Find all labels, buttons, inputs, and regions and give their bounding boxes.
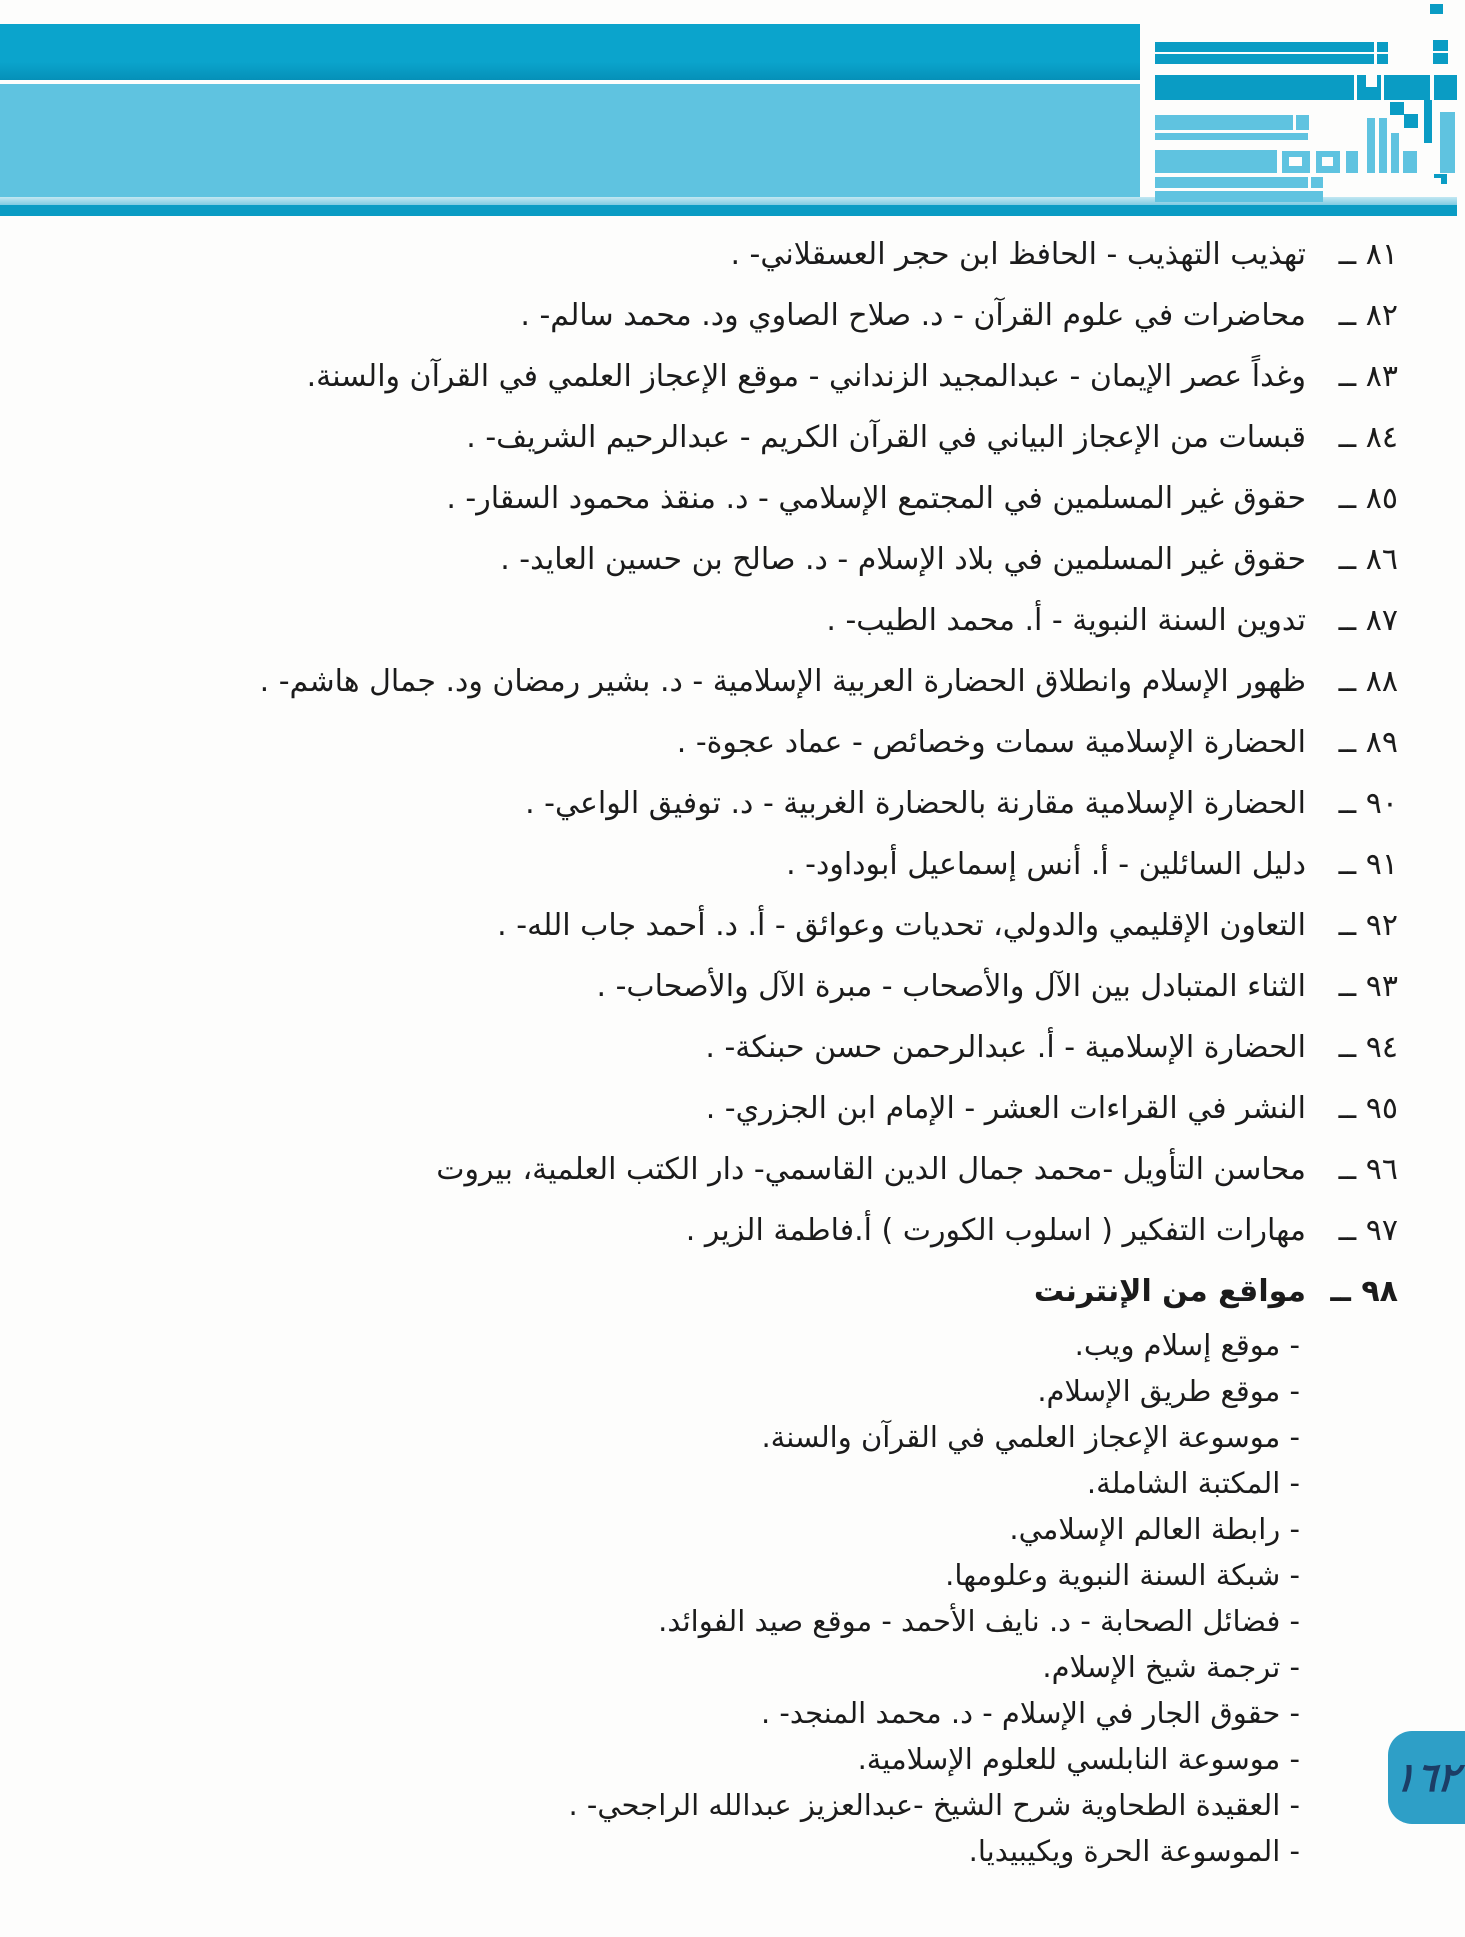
reference-item [30, 346, 1398, 407]
reference-number: ٩٧ ــ [1338, 1213, 1398, 1248]
logo-bar [1155, 177, 1308, 188]
reference-item [30, 895, 1398, 956]
reference-item [30, 1017, 1398, 1078]
reference-item [30, 590, 1398, 651]
logo-bar [1391, 133, 1399, 173]
reference-text: محاسن التأويل -محمد جمال الدين القاسمي- دار الكتب العلمية، بيروت [436, 1152, 1306, 1187]
reference-text: الحضارة الإسلامية - أ. عبدالرحمن حسن حبنكة- . [705, 1030, 1306, 1065]
reference-text: مواقع من الإنترنت [1033, 1274, 1306, 1309]
reference-number: ٨١ ــ [1338, 237, 1398, 272]
logo-bar [1155, 133, 1308, 140]
reference-text: حقوق غير المسلمين في بلاد الإسلام - د. صالح بن حسين العايد- . [500, 542, 1306, 577]
reference-item [30, 773, 1398, 834]
logo-cut [1381, 75, 1384, 100]
reference-number: ٨٤ ــ [1338, 420, 1398, 455]
website-item: - فضائل الصحابة - د. نايف الأحمد - موقع صيد الفوائد. [658, 1604, 1300, 1638]
logo-cut [1430, 75, 1434, 100]
logo-bar [1440, 112, 1455, 173]
header-bottom-strip [0, 205, 1457, 216]
page-number-tab [1388, 1731, 1465, 1824]
reference-number: ٨٦ ــ [1338, 542, 1398, 577]
logo-bar [1155, 191, 1323, 202]
page-number: ١٦٢ [1391, 1754, 1462, 1801]
reference-number: ٩٣ ــ [1338, 969, 1398, 1004]
reference-text: قبسات من الإعجاز البياني في القرآن الكريم - عبدالرحيم الشريف- . [466, 420, 1306, 455]
logo-cut [1374, 42, 1377, 64]
logo-bar [1430, 4, 1443, 14]
logo-bar [1367, 118, 1375, 173]
reference-item [30, 285, 1398, 346]
reference-item [30, 468, 1398, 529]
logo-bar [1155, 150, 1277, 173]
website-item: - المكتبة الشاملة. [1086, 1466, 1300, 1500]
reference-number: ٨٩ ــ [1338, 725, 1398, 760]
reference-text: التعاون الإقليمي والدولي، تحديات وعوائق - أ. د. أحمد جاب الله- . [497, 908, 1306, 943]
website-item: - ترجمة شيخ الإسلام. [1042, 1650, 1300, 1684]
website-item: - شبكة السنة النبوية وعلومها. [945, 1558, 1300, 1592]
logo-bar [1346, 151, 1358, 173]
logo-bar [1155, 75, 1457, 100]
logo-bar [1311, 177, 1323, 188]
reference-text: تهذيب التهذيب - الحافظ ابن حجر العسقلاني- . [730, 237, 1306, 272]
logo-cut [1289, 157, 1302, 166]
logo-cut [1354, 75, 1357, 100]
reference-number: ٩٨ ــ [1330, 1274, 1398, 1309]
reference-number: ٩١ ــ [1338, 847, 1398, 882]
reference-text: الحضارة الإسلامية مقارنة بالحضارة الغربية - د. توفيق الواعي- . [525, 786, 1306, 821]
website-item: - الموسوعة الحرة ويكيبيديا. [968, 1834, 1300, 1868]
reference-item [30, 529, 1398, 590]
logo-hamza-mark [1441, 178, 1447, 184]
reference-number: ٨٧ ــ [1338, 603, 1398, 638]
website-item: - موقع إسلام ويب. [1074, 1328, 1300, 1362]
website-item: - موسوعة الإعجاز العلمي في القرآن والسنة. [761, 1420, 1300, 1454]
logo-bar [1296, 115, 1309, 130]
website-item: - رابطة العالم الإسلامي. [1009, 1512, 1300, 1546]
reference-item [30, 224, 1398, 285]
logo-cut [1433, 51, 1448, 53]
reference-item [30, 712, 1398, 773]
logo-cut [1155, 52, 1388, 54]
reference-text: حقوق غير المسلمين في المجتمع الإسلامي - د. منقذ محمود السقار- . [446, 481, 1306, 516]
reference-text: الحضارة الإسلامية سمات وخصائص - عماد عجوة- . [676, 725, 1306, 760]
reference-text: ظهور الإسلام وانطلاق الحضارة العربية الإسلامية - د. بشير رمضان ود. جمال هاشم- . [259, 664, 1306, 699]
reference-text: دليل السائلين - أ. أنس إسماعيل أبوداود- . [786, 847, 1306, 882]
logo-bar [1379, 118, 1387, 173]
reference-text: الثناء المتبادل بين الآل والأصحاب - مبرة الآل والأصحاب- . [596, 969, 1306, 1004]
website-list [30, 1322, 1398, 1874]
logo-bar [1424, 100, 1432, 143]
reference-number: ٩٢ ــ [1338, 908, 1398, 943]
reference-text: محاضرات في علوم القرآن - د. صلاح الصاوي ود. محمد سالم- . [520, 298, 1306, 333]
reference-number: ٨٥ ــ [1338, 481, 1398, 516]
reference-item [30, 1139, 1398, 1200]
reference-number: ٨٢ ــ [1338, 298, 1398, 333]
reference-item [30, 834, 1398, 895]
references-list [0, 224, 1465, 1874]
website-item: - موقع طريق الإسلام. [1037, 1374, 1300, 1408]
reference-number: ٨٨ ــ [1338, 664, 1398, 699]
reference-number: ٩٥ ــ [1338, 1091, 1398, 1126]
reference-number: ٩٤ ــ [1338, 1030, 1398, 1065]
website-item: - موسوعة النابلسي للعلوم الإسلامية. [857, 1742, 1300, 1776]
logo-cut [1366, 75, 1377, 87]
logo-bar [1404, 114, 1418, 128]
logo-cut [1322, 157, 1333, 166]
reference-text: مهارات التفكير ( اسلوب الكورت ) أ.فاطمة الزير . [685, 1213, 1306, 1248]
reference-item [30, 407, 1398, 468]
reference-number: ٨٣ ــ [1338, 359, 1398, 394]
header-dark-band [0, 24, 1140, 80]
reference-item [30, 651, 1398, 712]
reference-item [30, 1078, 1398, 1139]
logo-bar [1155, 115, 1293, 130]
reference-text: وغداً عصر الإيمان - عبدالمجيد الزنداني - موقع الإعجاز العلمي في القرآن والسنة. [306, 359, 1306, 394]
reference-number: ٩٠ ــ [1338, 786, 1398, 821]
reference-item [30, 1200, 1398, 1261]
website-item: - العقيدة الطحاوية شرح الشيخ -عبدالعزيز عبدالله الراجحي- . [568, 1788, 1300, 1822]
logo-bar [1390, 102, 1404, 115]
reference-item-internet-sites-heading [30, 1261, 1398, 1322]
reference-item [30, 956, 1398, 1017]
reference-text: تدوين السنة النبوية - أ. محمد الطيب- . [826, 603, 1306, 638]
logo-bar [1403, 151, 1417, 173]
reference-text: النشر في القراءات العشر - الإمام ابن الجزري- . [705, 1091, 1306, 1126]
reference-number: ٩٦ ــ [1338, 1152, 1398, 1187]
website-item: - حقوق الجار في الإسلام - د. محمد المنجد- . [760, 1696, 1300, 1730]
header-light-band [0, 84, 1140, 197]
